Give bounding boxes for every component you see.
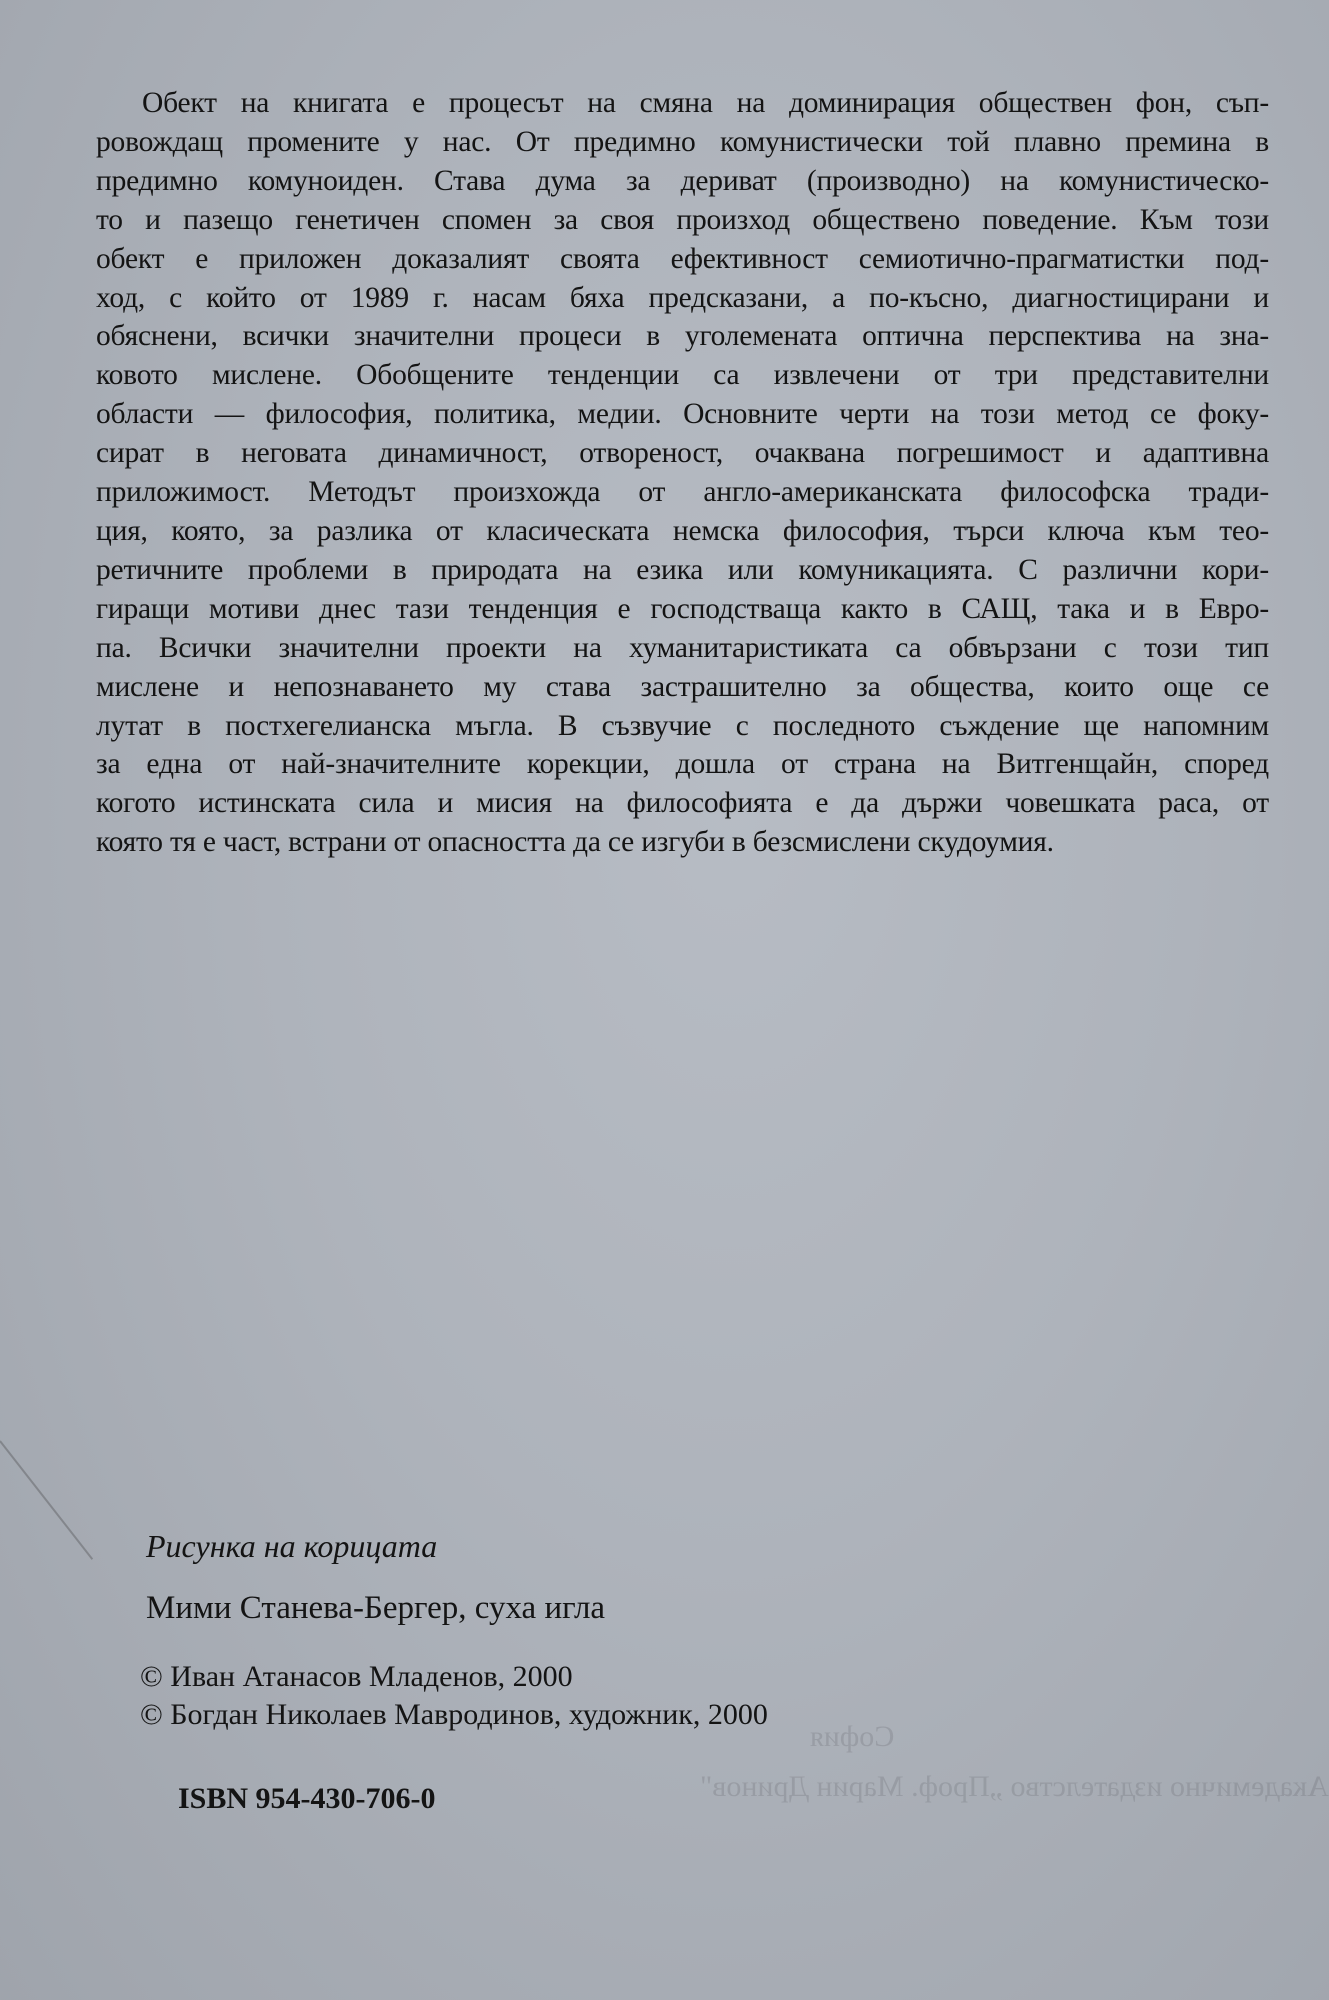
description-line: ход, с който от 1989 г. насам бяха предсказани, а по-късно, диагностицирани и <box>96 281 1269 314</box>
description-line: гиращи мотиви днес тази тенденция е господстваща както в САЩ, така и в Евро- <box>96 592 1269 625</box>
cover-illustration-credit <box>146 1526 605 1628</box>
description-line: ция, която, за разлика от класическата немска философия, търси ключа към тео- <box>96 514 1269 547</box>
description-line: то и пазещо генетичен спомен за своя произход обществено поведение. Към този <box>96 203 1269 236</box>
cover-credit-heading: Рисунка на корицата <box>146 1528 438 1564</box>
copyright-artist: © Богдан Николаев Мавродинов, художник, 2000 <box>140 1698 768 1731</box>
isbn-number: ISBN 954-430-706-0 <box>178 1782 436 1815</box>
description-line: лутат в постхегелианска мъгла. В съзвучие с последното съждение ще напомним <box>96 709 1269 742</box>
bleed-through-publisher: Академично издателство „Проф. Марин Дринов" <box>700 1770 1329 1803</box>
description-line: обяснени, всички значителни процеси в уголемената оптична перспектива на зна- <box>96 320 1269 353</box>
description-line: която тя е част, встрани от опасността да се изгуби в безсмислени скудоумия. <box>96 826 1054 859</box>
page-crease-mark <box>0 1440 93 1559</box>
description-line: ровождащ промените у нас. От предимно комунистически той плавно премина в <box>96 125 1269 158</box>
description-line: сират в неговата динамичност, отвореност, очаквана погрешимост и адаптивна <box>96 437 1269 470</box>
description-line: обект е приложен доказалият своята ефективност семиотично-прагматистки под- <box>96 242 1269 275</box>
description-line: области — философия, политика, медии. Основните черти на този метод се фоку- <box>96 398 1269 431</box>
description-line: приложимост. Методът произхожда от англо-американската философска тради- <box>96 476 1269 509</box>
description-line: ковото мислене. Обобщените тенденции са извлечени от три представителни <box>96 359 1269 392</box>
description-line: ретичните проблеми в природата на езика или комуникацията. С различни кори- <box>96 553 1269 586</box>
description-line: за една от най-значителните корекции, дошла от страна на Витгенщайн, според <box>96 748 1269 781</box>
cover-credit-artist: Мими Станева-Бергер, суха игла <box>146 1590 606 1626</box>
description-line: па. Всички значителни проекти на хуманитаристиката са обвързани с този тип <box>96 631 1269 664</box>
description-line: Обект на книгата е процесът на смяна на доминирация обществен фон, съп- <box>142 87 1269 119</box>
description-line: когото истинската сила и мисия на философията е да държи човешката раса, от <box>96 787 1269 820</box>
description-line: мислене и непознаването му става застрашително за общества, които още се <box>96 670 1269 703</box>
description-line: предимно комуноиден. Става дума за дериват (производно) на комунистическо- <box>96 164 1269 197</box>
bleed-through-city: София <box>810 1720 895 1753</box>
copyright-author: © Иван Атанасов Младенов, 2000 <box>140 1660 573 1693</box>
copyright-notices <box>140 1658 768 1734</box>
book-description <box>96 84 1269 862</box>
